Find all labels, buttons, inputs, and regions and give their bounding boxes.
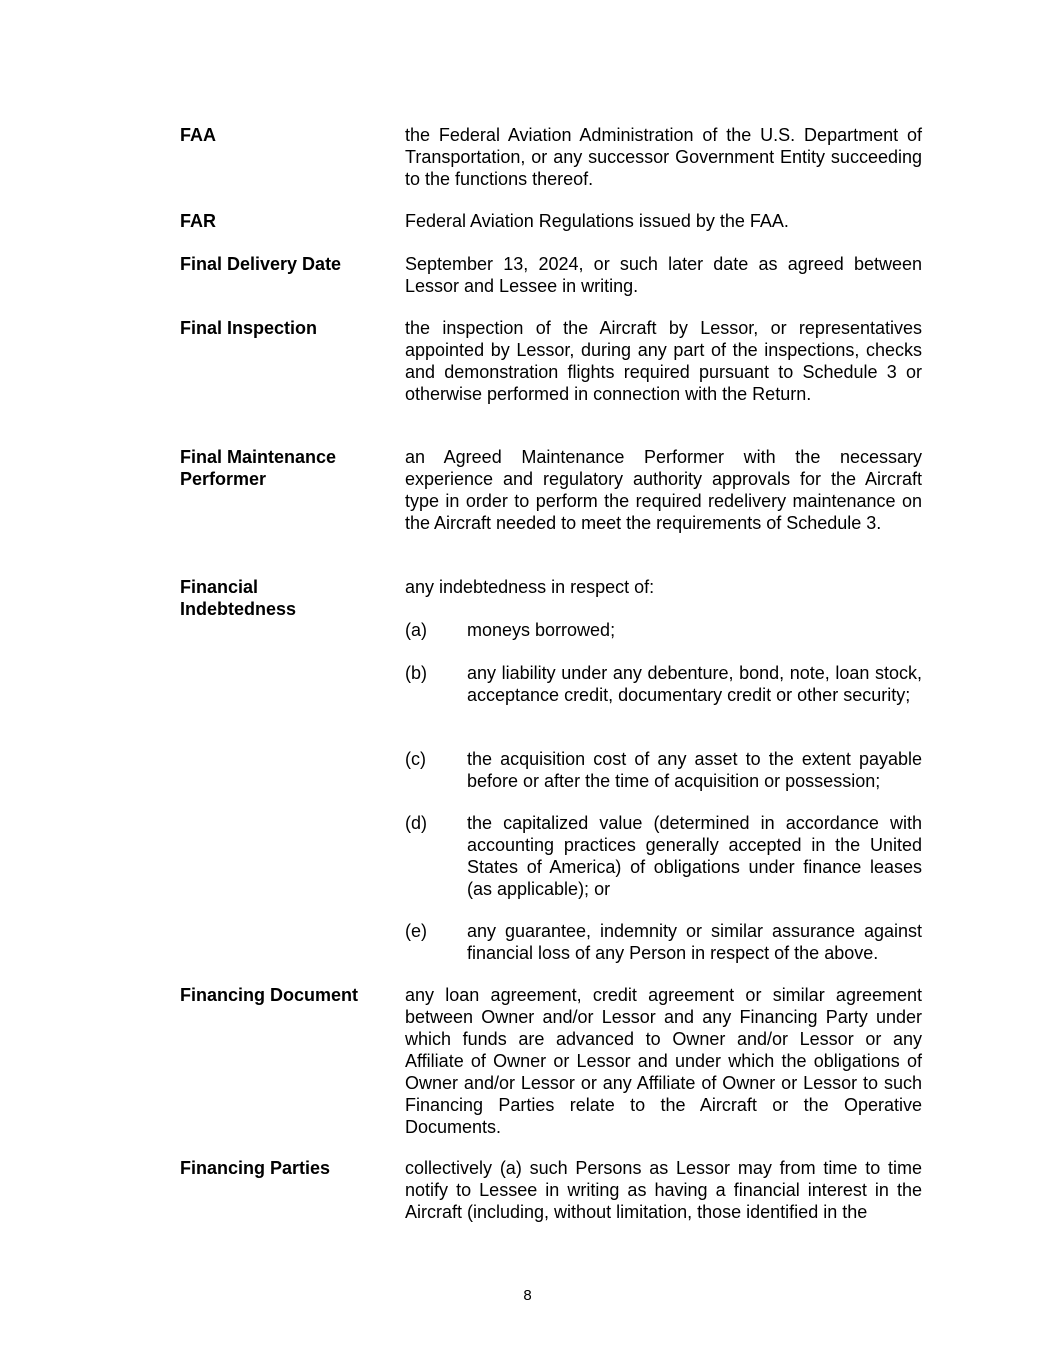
list-item-label: (b) [405, 663, 427, 683]
definition-term: FAR [180, 211, 216, 231]
page-number: 8 [523, 1287, 532, 1304]
list-item-text: the acquisition cost of any asset to the extent payable before or after the time of acquisition or possession; [467, 749, 922, 791]
definition-text: any indebtedness in respect of: [405, 577, 655, 597]
definition-term: Final Inspection [180, 318, 318, 338]
definition-term: Final Delivery Date [180, 254, 342, 274]
definition-text: Federal Aviation Regulations issued by the FAA. [405, 211, 789, 231]
definition-term: FAA [180, 125, 216, 145]
definition-term: Final Maintenance Performer [180, 447, 337, 489]
list-item-label: (d) [405, 813, 427, 833]
list-item-label: (a) [405, 620, 427, 640]
definition-term: Financing Document [180, 985, 359, 1005]
definition-term: Financial Indebtedness [180, 577, 297, 619]
list-item-label: (c) [405, 749, 426, 769]
definition-text: an Agreed Maintenance Performer with the necessary experience and regulatory authority approvals for the Aircraft type in order to perform the required redelivery maintenance on the Aircraft needed to meet the requirements of Schedule 3. [405, 447, 922, 533]
definition-term: Financing Parties [180, 1158, 331, 1178]
definition-text: any loan agreement, credit agreement or similar agreement between Owner and/or Lessor and any Financing Party under which funds are advanced to Owner and/or Lessor or any Affiliate of Owner or Lessor and under which the obligations of Owner and/or Lessor or any Affiliate of Owner or Lessor to such Financing Parties relate to the Aircraft or the Operative Documents. [405, 985, 922, 1137]
list-item-label: (e) [405, 921, 427, 941]
definition-text: the Federal Aviation Administration of the U.S. Department of Transportation, or any successor Government Entity succeeding to the functions thereof. [405, 125, 922, 189]
list-item-text: the capitalized value (determined in accordance with accounting practices generally accepted in the United States of America) of obligations under finance leases (as applicable); or [467, 813, 922, 899]
list-item-text: any guarantee, indemnity or similar assurance against financial loss of any Person in respect of the above. [467, 921, 922, 963]
list-item-text: any liability under any debenture, bond, note, loan stock, acceptance credit, documentary credit or other security; [467, 663, 922, 705]
definition-text: September 13, 2024, or such later date as agreed between Lessor and Lessee in writing. [405, 254, 922, 296]
list-item-text: moneys borrowed; [467, 620, 616, 640]
definition-text: collectively (a) such Persons as Lessor may from time to time notify to Lessee in writing as having a financial interest in the Aircraft (including, without limitation, those identified in the [405, 1158, 922, 1222]
definition-text: the inspection of the Aircraft by Lessor, or representatives appointed by Lessor, during any part of the inspections, checks and demonstration flights required pursuant to Schedule 3 or otherwise performed in connection with the Return. [405, 318, 922, 404]
